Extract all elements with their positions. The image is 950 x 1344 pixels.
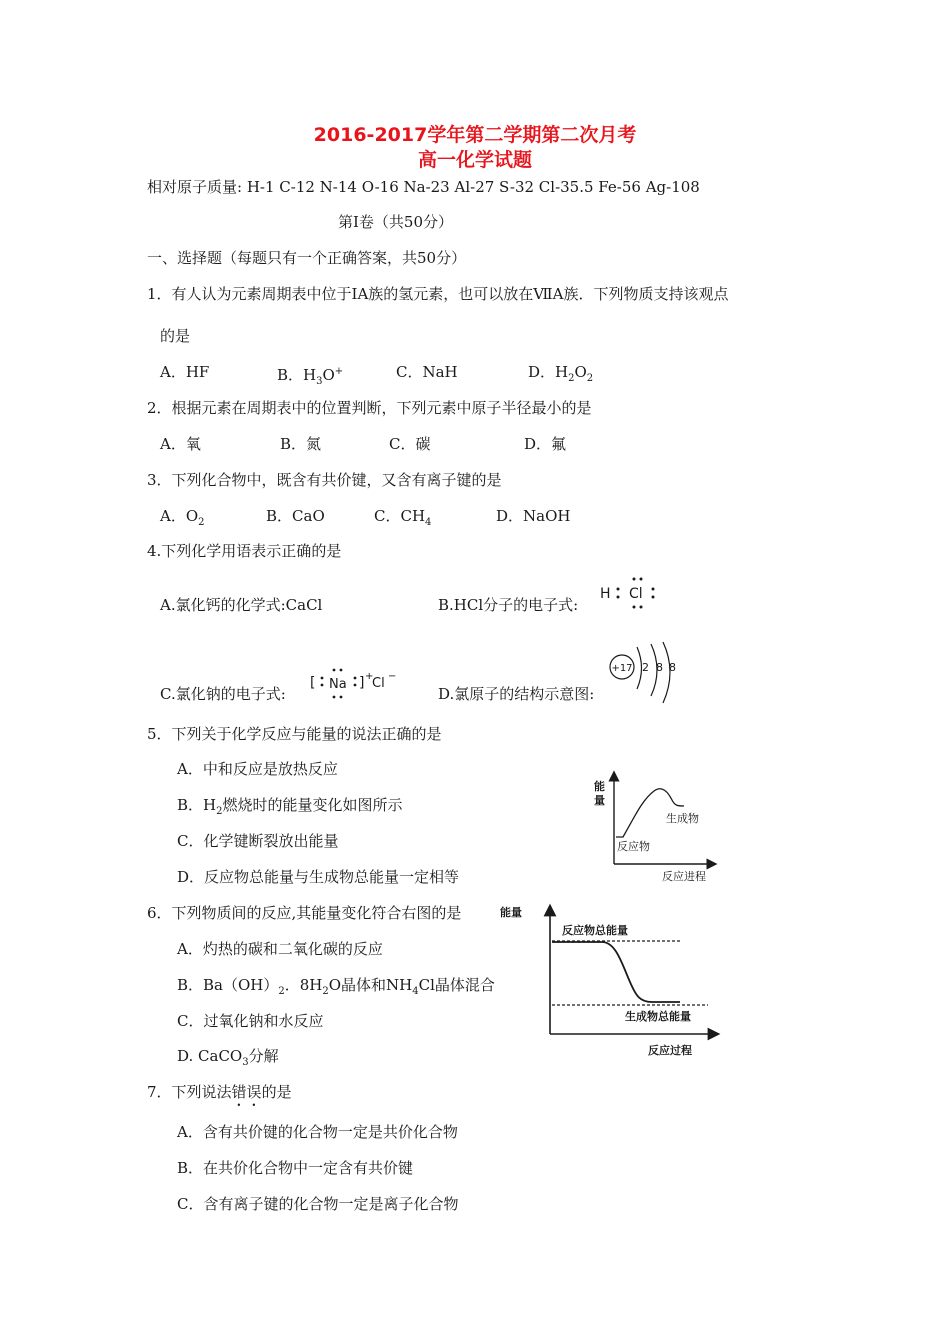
volume-heading: 第Ⅰ卷（共50分）	[338, 213, 454, 231]
exam-title: 2016-2017学年第二学期第二次月考	[313, 124, 637, 146]
q3-option-c: C．$CH_4$	[374, 507, 432, 528]
q5-product-label: 生成物	[666, 812, 699, 825]
q2-option-b: B．氮	[280, 435, 322, 453]
cl-shell-2: 8	[656, 661, 663, 674]
q3-option-d: D．NaOH	[496, 507, 571, 525]
q6-reactant-total-label: 反应物总能量	[562, 924, 628, 937]
hcl-h-symbol: H	[600, 586, 611, 602]
cl-shell-1: 2	[642, 661, 649, 674]
hcl-electron-formula	[596, 574, 666, 614]
q6-product-total-label: 生成物总能量	[625, 1010, 691, 1023]
q5-option-b: B．$H_2$燃烧时的能量变化如图所示	[177, 796, 403, 817]
q6-option-b: B．$Ba(OH)_2$．$8H_2O$晶体和$NH_4Cl$晶体混合	[177, 976, 495, 997]
atomic-masses: 相对原子质量: H-1 C-12 N-14 O-16 Na-23 Al-27 S-32 Cl-35.5 Fe-56 Ag-108	[147, 178, 700, 196]
q5-option-a: A．中和反应是放热反应	[177, 760, 338, 778]
question-3-stem: 3．下列化合物中，既含有共价键，又含有离子键的是	[147, 471, 502, 489]
q7-option-c: C．含有离子键的化合物一定是离子化合物	[177, 1195, 459, 1213]
nacl-electron-formula	[308, 662, 404, 704]
hcl-cl-symbol: Cl	[629, 586, 643, 602]
q5-option-c: C．化学键断裂放出能量	[177, 832, 339, 850]
nacl-cl-symbol: Cl	[372, 676, 385, 691]
energy-diagram-q6	[498, 902, 724, 1060]
q1-option-a: A．HF	[160, 363, 210, 381]
q6-x-label: 反应过程	[648, 1044, 692, 1057]
q6-option-c: C．过氧化钠和水反应	[177, 1012, 324, 1030]
question-2-stem: 2．根据元素在周期表中的位置判断，下列元素中原子半径最小的是	[147, 399, 592, 417]
nacl-na-symbol: Na	[329, 677, 347, 692]
question-1-stem-cont: 的是	[160, 327, 191, 345]
question-7-stem: 7．下列说法错误的是	[147, 1083, 292, 1101]
section-heading: 一、选择题（每题只有一个正确答案，共50分）	[147, 249, 467, 267]
question-5-stem: 5．下列关于化学反应与能量的说法正确的是	[147, 725, 442, 743]
q1-option-d: D．$H_2O_2$	[528, 363, 594, 384]
q5-reactant-label: 反应物	[617, 840, 650, 853]
nacl-plus-charge: +	[365, 671, 374, 682]
q5-y-label-1: 能	[594, 780, 605, 793]
q7-option-b: B．在共价化合物中一定含有共价键	[177, 1159, 414, 1177]
chlorine-atom-diagram	[606, 640, 690, 708]
q2-option-a: A．氧	[160, 435, 201, 453]
energy-diagram-q5	[592, 768, 722, 886]
question-4-stem: 4.下列化学用语表示正确的是	[147, 542, 342, 560]
q4-option-d: D.氯原子的结构示意图:	[438, 685, 595, 703]
cl-shell-3: 8	[669, 661, 676, 674]
exam-subtitle: 高一化学试题	[417, 149, 532, 171]
q5-y-label-2: 量	[594, 794, 605, 807]
q3-option-b: B．CaO	[266, 507, 325, 525]
emphasized-word: 错误	[231, 1083, 262, 1101]
q4-option-a: A.氯化钙的化学式:CaCl	[160, 596, 323, 614]
q5-option-d: D．反应物总能量与生成物总能量一定相等	[177, 868, 460, 886]
q5-x-label: 反应进程	[662, 870, 706, 883]
q4-option-b: B.HCl分子的电子式:	[438, 596, 579, 614]
q2-option-d: D．氟	[524, 435, 567, 453]
q1-option-c: C．NaH	[396, 363, 458, 381]
q6-option-d: D. CaCO$_3$分解	[177, 1047, 279, 1068]
q3-option-a: A．$O_2$	[160, 507, 205, 528]
svg-text:[: [	[310, 675, 316, 691]
q7-option-a: A．含有共价键的化合物一定是共价化合物	[177, 1123, 458, 1141]
question-1-stem: 1．有人认为元素周期表中位于ⅠA族的氢元素，也可以放在ⅦA族．下列物质支持该观点	[147, 285, 729, 303]
q1-option-b: B．$H_3O^+$	[277, 366, 344, 387]
cl-nucleus-charge: +17	[611, 663, 633, 674]
nacl-minus-charge: −	[388, 671, 397, 682]
q6-option-a: A．灼热的碳和二氧化碳的反应	[177, 940, 383, 958]
svg-text:]: ]	[359, 675, 365, 691]
question-6-stem: 6．下列物质间的反应,其能量变化符合右图的是	[147, 904, 462, 922]
q2-option-c: C．碳	[389, 435, 431, 453]
q6-y-label: 能量	[500, 906, 522, 919]
q4-option-c: C.氯化钠的电子式:	[160, 685, 286, 703]
